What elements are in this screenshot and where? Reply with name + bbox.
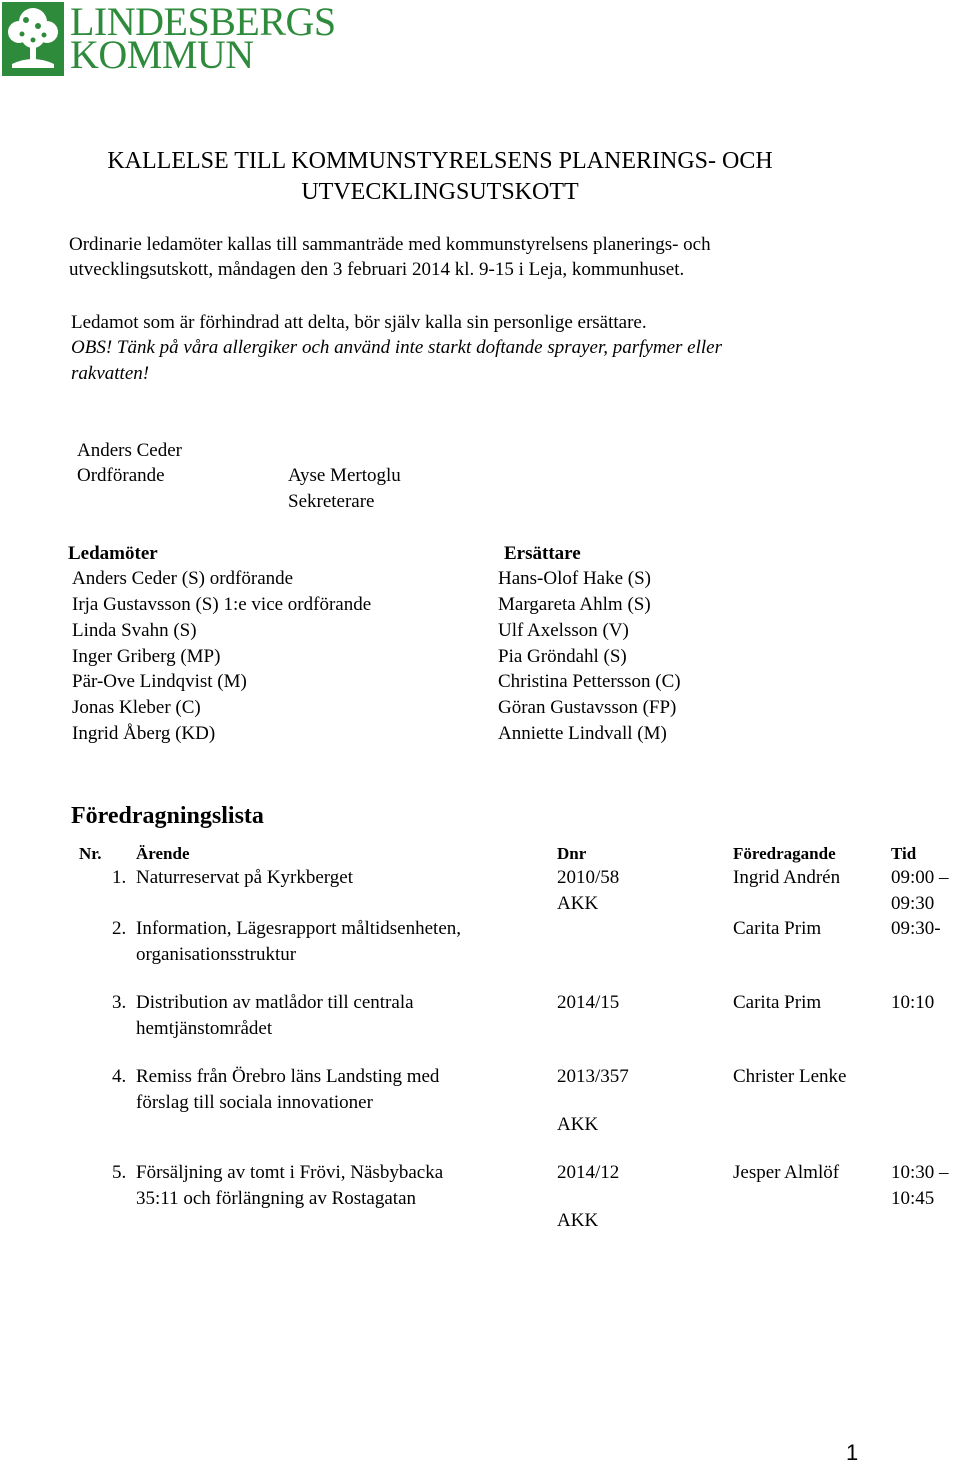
agenda-row-number: 4. (112, 1066, 127, 1087)
agenda-row-title: Remiss från Örebro läns Landsting med (136, 1066, 440, 1087)
agenda-row-time-start: 09:30- (891, 918, 941, 939)
agenda-row-time-end: 10:45 (891, 1188, 935, 1209)
intro-line3: Ledamot som är förhindrad att delta, bör själv kalla sin personlige ersättare. (71, 312, 647, 333)
agenda-row-dnr: 2014/12 (557, 1162, 620, 1183)
document-title-line1: KALLELSE TILL KOMMUNSTYRELSENS PLANERINGS- OCH (107, 148, 773, 174)
logo-text-line1: LINDESBERGS (70, 0, 336, 44)
agenda-row-title: Försäljning av tomt i Frövi, Näsbybacka (136, 1162, 444, 1183)
member-item: Inger Griberg (MP) (72, 646, 221, 667)
agenda-row-dnr: 2010/58 (557, 867, 620, 888)
logo-text-line2: KOMMUN (70, 32, 254, 77)
agenda-row-title-cont: organisationsstruktur (136, 944, 297, 965)
agenda-row-presenter: Carita Prim (733, 918, 822, 939)
agenda-row-dnr: 2013/357 (557, 1066, 629, 1087)
agenda-row-dnr-note: AKK (557, 1114, 599, 1135)
intro-line5: rakvatten! (71, 363, 150, 384)
intro-line4: OBS! Tänk på våra allergiker och använd inte starkt doftande sprayer, parfymer eller (71, 337, 722, 358)
page-number: 1 (846, 1440, 859, 1465)
agenda-row-time-start: 10:10 (891, 992, 935, 1013)
agenda-row-dnr: 2014/15 (557, 992, 620, 1013)
member-item: Irja Gustavsson (S) 1:e vice ordförande (72, 594, 372, 615)
member-item: Anders Ceder (S) ordförande (72, 568, 294, 589)
agenda-row-time-start: 10:30 – (891, 1162, 949, 1183)
chair-name: Anders Ceder (77, 440, 182, 461)
agenda-row-title: Naturreservat på Kyrkberget (136, 867, 353, 888)
agenda-row-presenter: Carita Prim (733, 992, 822, 1013)
substitute-item: Ulf Axelsson (V) (498, 620, 629, 641)
member-item: Linda Svahn (S) (72, 620, 197, 641)
substitute-item: Anniette Lindvall (M) (498, 723, 667, 744)
agenda-row-title-cont: 35:11 och förlängning av Rostagatan (136, 1188, 417, 1209)
intro-line1: Ordinarie ledamöter kallas till sammanträde med kommunstyrelsens planerings- och (69, 234, 711, 255)
substitutes-heading: Ersättare (504, 543, 581, 564)
column-header-arende: Ärende (136, 844, 190, 863)
agenda-row-title: Distribution av matlådor till centrala (136, 992, 414, 1013)
member-item: Pär-Ove Lindqvist (M) (72, 671, 247, 692)
agenda-row-number: 1. (112, 867, 127, 888)
substitute-item: Hans-Olof Hake (S) (498, 568, 652, 589)
agenda-row-presenter: Jesper Almlöf (733, 1162, 840, 1183)
agenda-row-dnr-note: AKK (557, 1210, 599, 1231)
agenda-row-title-cont: förslag till sociala innovationer (136, 1092, 373, 1113)
agenda-heading: Föredragningslista (71, 803, 264, 829)
tree-logo-icon (2, 2, 64, 76)
agenda-row-number: 3. (112, 992, 127, 1013)
agenda-row-number: 2. (112, 918, 127, 939)
chair-role: Ordförande (77, 465, 165, 486)
members-heading: Ledamöter (68, 543, 158, 564)
agenda-row-title-cont: hemtjänstområdet (136, 1018, 273, 1039)
substitute-item: Margareta Ahlm (S) (498, 594, 651, 615)
agenda-row-presenter: Christer Lenke (733, 1066, 847, 1087)
column-header-nr: Nr. (79, 844, 102, 863)
secretary-name: Ayse Mertoglu (288, 465, 401, 486)
member-item: Ingrid Åberg (KD) (72, 723, 216, 744)
agenda-row-number: 5. (112, 1162, 127, 1183)
agenda-row-presenter: Ingrid Andrén (733, 867, 841, 888)
secretary-role: Sekreterare (288, 491, 375, 512)
intro-line2: utvecklingsutskott, måndagen den 3 februari 2014 kl. 9-15 i Leja, kommunhuset. (69, 259, 685, 280)
agenda-row-dnr-note: AKK (557, 893, 599, 914)
substitute-item: Göran Gustavsson (FP) (498, 697, 677, 718)
column-header-foredragande: Föredragande (733, 844, 836, 863)
column-header-tid: Tid (891, 844, 917, 863)
municipality-logo (2, 2, 342, 76)
substitute-item: Pia Gröndahl (S) (498, 646, 627, 667)
member-item: Jonas Kleber (C) (72, 697, 201, 718)
agenda-row-time-end: 09:30 (891, 893, 935, 914)
substitute-item: Christina Pettersson (C) (498, 671, 681, 692)
agenda-row-title: Information, Lägesrapport måltidsenheten, (136, 918, 462, 939)
agenda-row-time-start: 09:00 – (891, 867, 949, 888)
document-title-line2: UTVECKLINGSUTSKOTT (301, 179, 579, 205)
column-header-dnr: Dnr (557, 844, 587, 863)
